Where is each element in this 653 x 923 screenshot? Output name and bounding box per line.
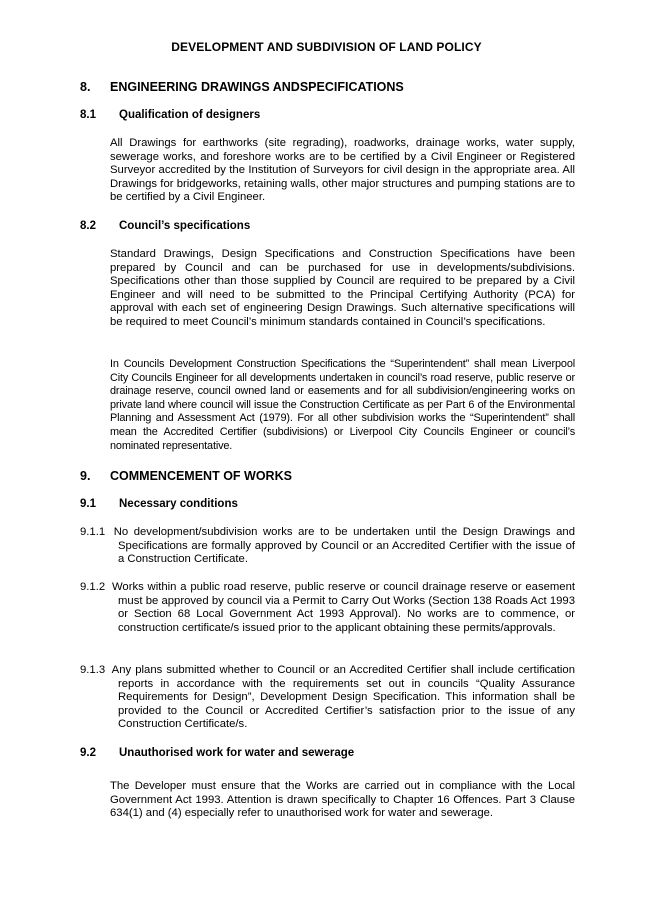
section-8-2-paragraph-1: Standard Drawings, Design Specifications and Construction Specifications have been prepared by Council and can be purchased for use in developments/subdivisions. Specifications other than those supplied by Council are required to be prepared by a Civil Engineer and will need to be submitted to the Principal Certifying Authority (PCA) for approval with each set of engineering Design Drawings. Such alternative specifications will be required to meet Council’s minimum standards contained in Council’s specifications.	[110, 248, 575, 328]
section-9-1-heading	[80, 498, 238, 510]
section-8-number: 8.	[80, 80, 91, 94]
section-8-1-paragraph: All Drawings for earthworks (site regrading), roadworks, drainage works, water supply, sewerage works, and foreshore works are to be certified by a Civil Engineer or Registered Surveyor accredited by the Institution of Surveyors for civil design in the appropriate area. All Drawings for bridgeworks, retaining walls, other major structures and pumping stations are to be certified by a Civil Engineer.	[110, 137, 575, 204]
section-8-2-heading	[80, 220, 250, 232]
section-8-2-paragraph-2: In Councils Development Construction Specifications the “Superintendent” shall mean Liverpool City Councils Engineer for all developments undertaken in council’s road reserve, public reserve or drainage reserve, council owned land or easements and for all subdivision/engineering works on private land where council will issue the Construction Certificate as per Part 6 of the Environmental Planning and Assessment Act (1979). For all other subdivision works the “Superintendent” shall mean the Accredited Certifier (subdivisions) or Liverpool City Councils Engineer or council’s nominated representative.	[110, 358, 575, 452]
clause-9-1-2-number: 9.1.2	[80, 581, 106, 593]
section-8-1-title: Qualification of designers	[119, 109, 261, 121]
section-8-1-number: 8.1	[80, 109, 96, 121]
clause-9-1-1-number: 9.1.1	[80, 526, 106, 538]
document-title: DEVELOPMENT AND SUBDIVISION OF LAND POLICY	[171, 40, 482, 54]
clause-9-1-2	[80, 581, 575, 635]
section-9-2-paragraph: The Developer must ensure that the Works are carried out in compliance with the Local Government Act 1993. Attention is drawn specifically to Chapter 16 Offences. Part 3 Clause 634(1) and (4) especially refer to unauthorised work for water and sewerage.	[110, 780, 575, 820]
section-9-heading	[80, 469, 292, 483]
section-9-1-number: 9.1	[80, 498, 96, 510]
section-8-2-number: 8.2	[80, 220, 96, 232]
section-9-2-heading	[80, 747, 354, 759]
section-9-title: COMMENCEMENT OF WORKS	[110, 469, 292, 483]
clause-9-1-3-text: Any plans submitted whether to Council or an Accredited Certifier shall include certification reports in accordance with the requirements set out in councils “Quality Assurance Requirements for Design”, Development Design Specification. This information shall be provided to the Council or Accredited Certifier’s satisfaction prior to the issue of any Construction Certificate/s.	[111, 664, 575, 731]
section-8-2-title: Council’s specifications	[119, 220, 251, 232]
section-8-1-heading	[80, 109, 260, 121]
clause-9-1-1	[80, 526, 575, 567]
section-9-number: 9.	[80, 469, 91, 483]
section-9-1-title: Necessary conditions	[119, 498, 238, 510]
clause-9-1-1-text: No development/subdivision works are to be undertaken until the Design Drawings and Specifications are formally approved by Council or an Accredited Certifier with the issue of a Construction Certificate.	[113, 526, 575, 566]
clause-9-1-2-text: Works within a public road reserve, public reserve or council drainage reserve or easement must be approved by council via a Permit to Carry Out Works (Section 138 Roads Act 1993 or Section 68 Local Government Act 1993 Approval). No works are to commence, or construction certificate/s issued prior to the applicant obtaining these permits/approvals.	[111, 581, 575, 634]
section-9-2-title: Unauthorised work for water and sewerage	[119, 747, 355, 759]
section-8-title: ENGINEERING DRAWINGS ANDSPECIFICATIONS	[110, 80, 404, 94]
section-8-heading	[80, 80, 404, 94]
clause-9-1-3	[80, 664, 575, 732]
section-9-2-number: 9.2	[80, 747, 96, 759]
clause-9-1-3-number: 9.1.3	[80, 664, 106, 676]
